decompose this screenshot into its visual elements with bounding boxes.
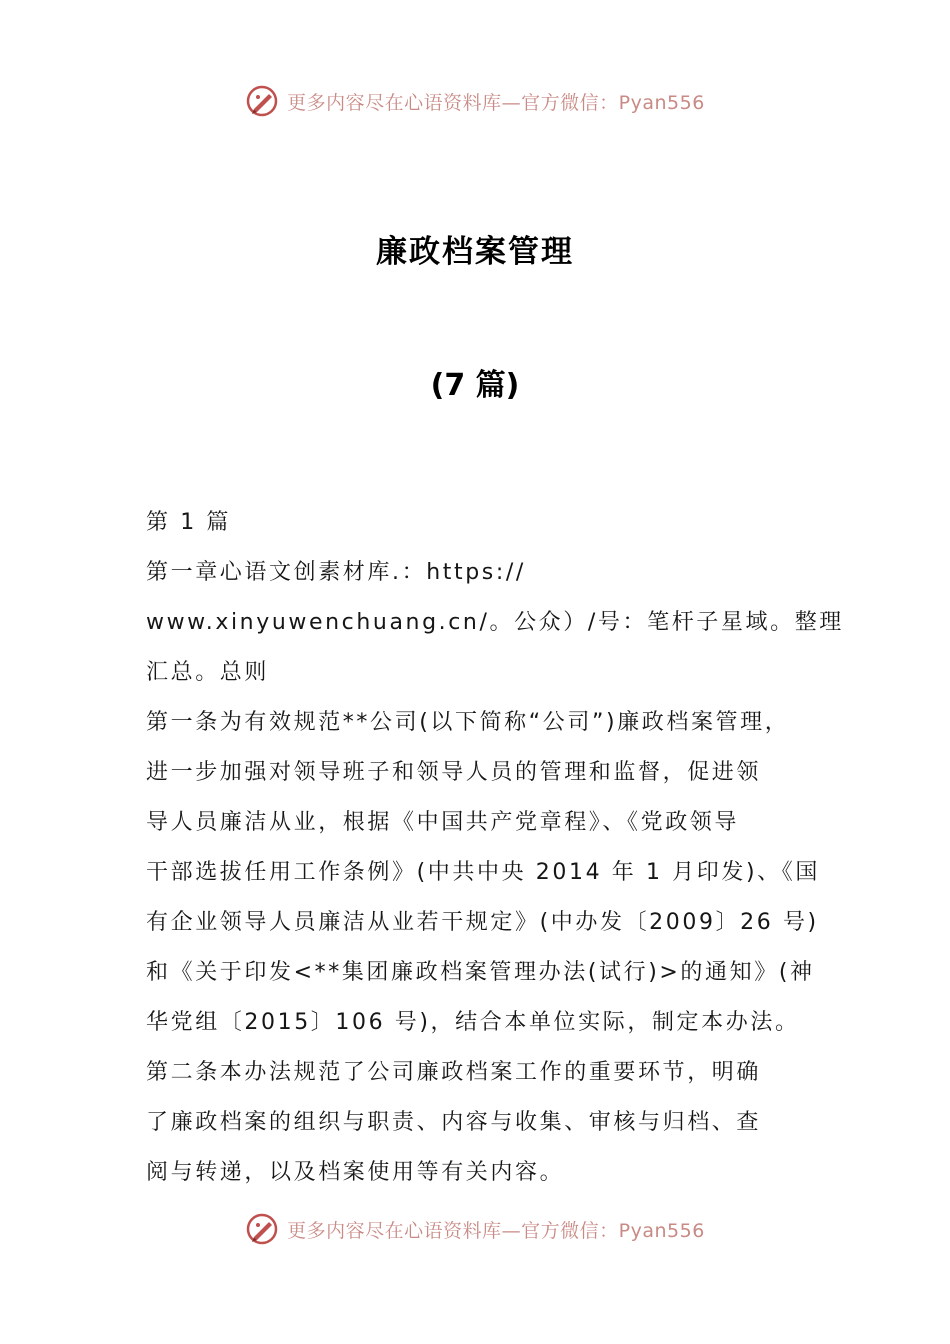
watermark-text: 更多内容尽在心语资料库—官方微信：Pyan556: [287, 91, 705, 114]
watermark-handle: Pyan556: [618, 91, 705, 114]
body-line: 第一条为有效规范**公司(以下简称“公司”)廉政档案管理，: [146, 710, 790, 735]
body-line: 华党组〔2015〕106 号)，结合本单位实际，制定本办法。: [146, 1010, 800, 1035]
body-line: 第一章心语文创素材库.：https://: [146, 560, 526, 585]
pen-logo-icon: [245, 1212, 279, 1246]
body-line: 汇总。总则: [146, 660, 270, 685]
body-line: 了廉政档案的组织与职责、内容与收集、审核与归档、查: [146, 1110, 762, 1135]
body-line: 第二条本办法规范了公司廉政档案工作的重要环节，明确: [146, 1060, 762, 1085]
body-line: 干部选拔任用工作条例》(中共中央 2014 年 1 月印发)、《国: [146, 860, 820, 885]
watermark-text: 更多内容尽在心语资料库—官方微信：Pyan556: [287, 1219, 705, 1242]
watermark-handle: Pyan556: [618, 1219, 705, 1242]
pen-logo-icon: [245, 84, 279, 118]
footer-watermark: [0, 1212, 950, 1246]
document-title: 廉政档案管理: [376, 234, 574, 270]
body-line: 第 1 篇: [146, 510, 231, 535]
body-line: 有企业领导人员廉洁从业若干规定》(中办发〔2009〕26 号): [146, 910, 819, 935]
body-line: www.xinyuwenchuang.cn/。公众）/号：笔杆子星域。整理: [146, 610, 844, 635]
body-line: 进一步加强对领导班子和领导人员的管理和监督，促进领: [146, 760, 762, 785]
document-body: [146, 498, 844, 1198]
header-watermark: [0, 84, 950, 118]
document-subtitle: (7 篇): [430, 368, 520, 403]
body-line: 阅与转递，以及档案使用等有关内容。: [146, 1160, 565, 1185]
body-line: 导人员廉洁从业，根据《中国共产党章程》、《党政领导: [146, 810, 740, 835]
body-line: 和《关于印发<**集团廉政档案管理办法(试行)>的通知》(神: [146, 960, 815, 985]
